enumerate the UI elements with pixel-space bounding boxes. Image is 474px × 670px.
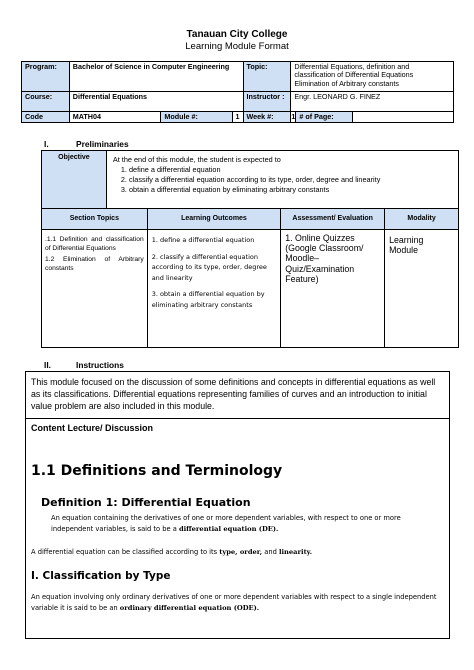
section2-title: Instructions <box>76 360 124 370</box>
section1-title: Preliminaries <box>76 139 129 149</box>
col-header-modality: Modality <box>385 209 459 230</box>
outcome-item: 1. define a differential equation <box>151 236 255 244</box>
classification-intro: A differential equation can be classified according to its type, order, and linearity. <box>31 548 313 556</box>
assessment-cell <box>281 230 385 348</box>
definition-1-heading: Definition 1: Differential Equation <box>41 496 251 509</box>
section-topic-item: .1.1 Definition and classification of Differential Equations <box>45 236 144 252</box>
program-label: Program: <box>22 62 70 92</box>
classification-by-type-heading: I. Classification by Type <box>31 570 171 582</box>
definition-1-text: An equation containing the derivatives of one or more dependent variables, with respect to one or more independent variables, is said to be a differential equation (DE). <box>51 514 401 533</box>
outcome-item: 3. obtain a differential equation by eliminating arbitrary constants <box>151 290 265 309</box>
modality-cell <box>385 230 459 348</box>
section-topic-item: 1.2 Elimination of Arbitrary constants <box>45 256 144 272</box>
instructor-value: Engr. LEONARD G. FINEZ <box>291 92 454 112</box>
ode-term: ordinary differential equation (ODE). <box>119 604 260 612</box>
section2-number: II. <box>44 360 51 370</box>
topic-label: Topic: <box>243 62 291 92</box>
section-topics-cell <box>42 230 148 348</box>
section2-heading <box>44 360 124 370</box>
course-label: Course: <box>22 92 70 112</box>
instructions-intro: This module focused on the discussion of some definitions and concepts in differential equations as well as its classifications. Differential equations representing families of curves and an introduction to initial value problem are also included in this module. <box>25 371 450 419</box>
outcome-item: 2. classify a differential equation according to its type, order, degree and linearity <box>151 252 267 282</box>
preliminaries-table <box>41 150 459 348</box>
learning-outcomes-cell <box>147 230 281 348</box>
topic-value: Differential Equations, definition and classification of Differential Equations Elimination of Arbitrary constants <box>291 62 454 92</box>
week-value: 1 <box>291 112 296 121</box>
section1-heading <box>44 139 129 149</box>
col-header-learning-outcomes: Learning Outcomes <box>147 209 281 230</box>
document-subtitle: Learning Module Format <box>185 41 289 52</box>
section1-number: I. <box>44 139 49 149</box>
col-header-section-topics: Section Topics <box>42 209 148 230</box>
pages-label: # of Page: <box>295 112 352 122</box>
content-lecture-heading: Content Lecture/ Discussion <box>31 423 154 433</box>
program-value: Bachelor of Science in Computer Engineering <box>69 62 243 92</box>
objective-item: 1. define a differential equation <box>120 165 221 174</box>
code-value: MATH04 <box>69 112 161 123</box>
module-value: 1 <box>232 112 243 123</box>
objective-item: 3. obtain a differential equation by eliminating arbitrary constants <box>120 185 330 194</box>
definition-term: differential equation (DE). <box>178 525 279 533</box>
instructor-label: Instructor : <box>243 92 291 112</box>
course-value: Differential Equations <box>69 92 243 112</box>
pages-value <box>353 112 454 123</box>
col-header-assessment: Assessment/ Evaluation <box>281 209 385 230</box>
week-label: Week #: <box>243 112 291 123</box>
module-label: Module #: <box>161 112 232 123</box>
modality-text: Learning Module <box>389 235 424 256</box>
college-title: Tanauan City College <box>186 29 288 40</box>
definitions-heading: 1.1 Definitions and Terminology <box>31 463 283 479</box>
course-info-table <box>21 61 454 123</box>
objective-item: 2. classify a differential equation according to its type, order, degree and linearity <box>120 175 381 184</box>
code-label: Code <box>22 112 70 123</box>
assessment-text: 1. Online Quizzes (Google Classroom/ Moodle– Quiz/Examination Feature) <box>285 233 364 284</box>
content-lecture-box <box>25 419 450 639</box>
ode-definition-text: An equation involving only ordinary derivatives of one or more dependent variables with respect to a single independent variable it is said to be an ordinary differential equation (ODE). <box>31 593 437 612</box>
objective-cell <box>106 151 458 209</box>
objective-intro: At the end of this module, the student is expected to <box>112 155 281 164</box>
objective-label: Objective <box>42 151 107 209</box>
